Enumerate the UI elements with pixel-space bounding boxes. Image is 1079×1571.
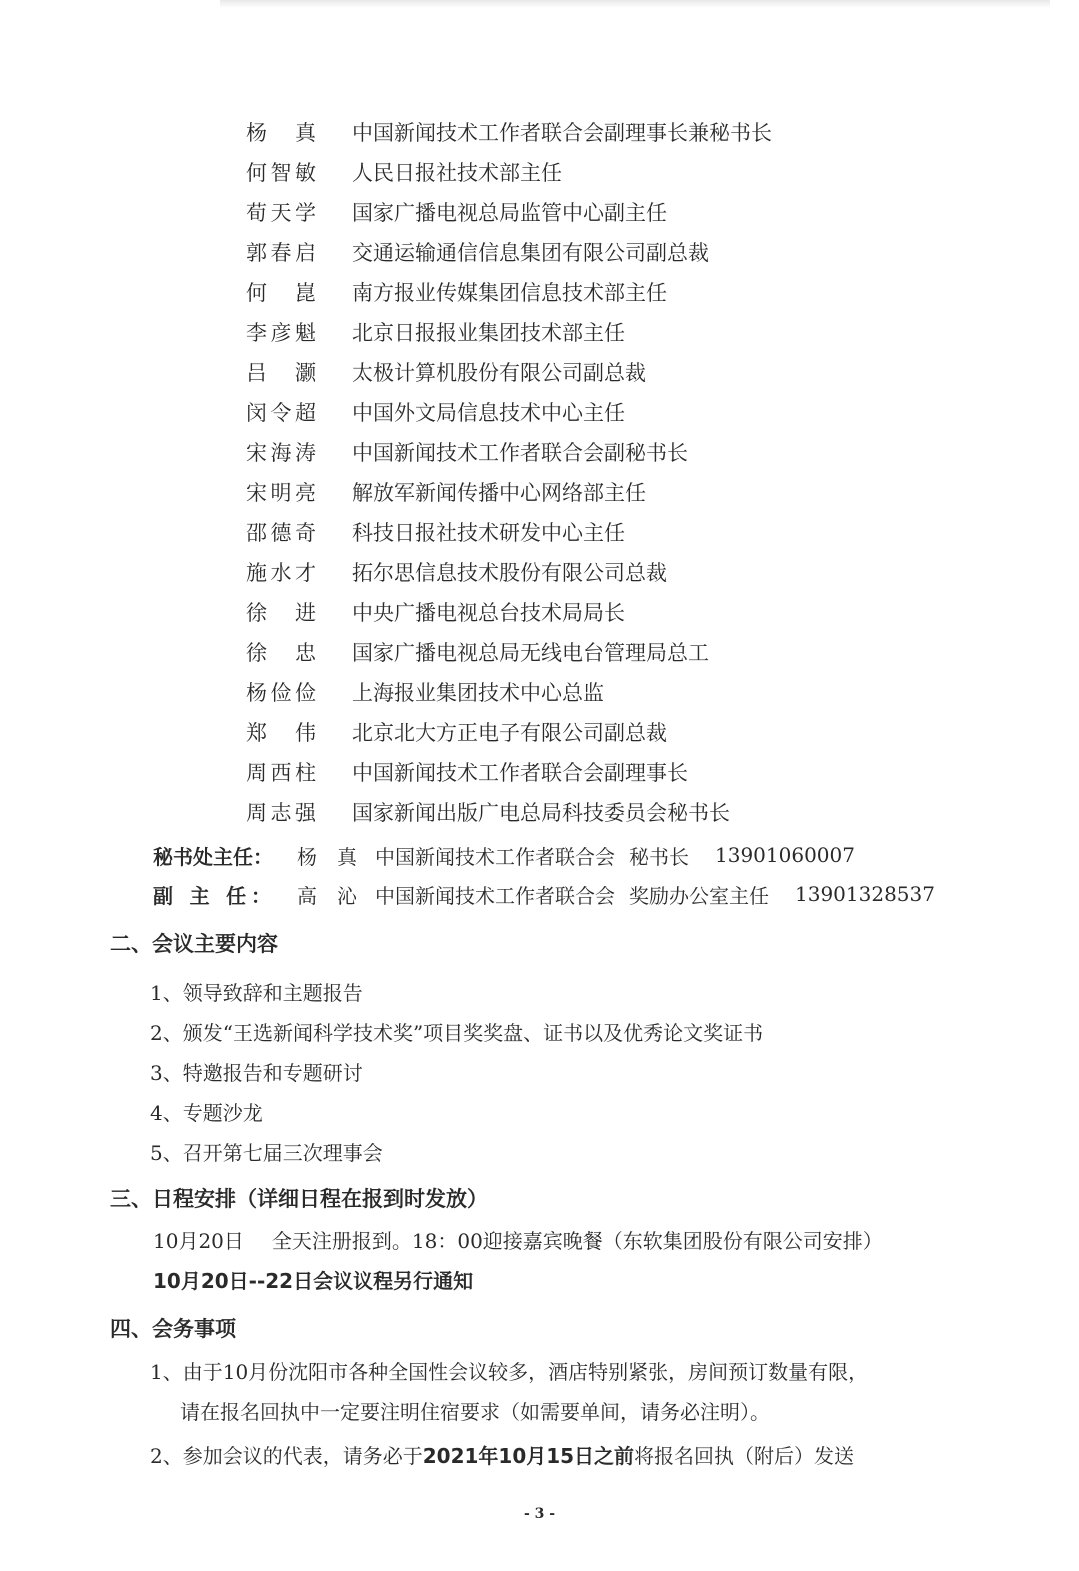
- secretariat-deputy-title: 奖励办公室主任: [629, 883, 769, 908]
- section-4-item-2: [150, 1436, 970, 1476]
- section-4-item-1-line-1: 1、由于10月份沈阳市各种全国性会议较多，酒店特别紧张，房间预订数量有限，: [150, 1360, 869, 1384]
- section-4-item-1: [150, 1352, 970, 1432]
- committee-member-row: [246, 352, 966, 392]
- committee-member-row: [246, 272, 966, 312]
- committee-member-row: [246, 152, 966, 192]
- member-name: 荀天学: [246, 201, 316, 225]
- secretariat-director-name: 杨 真: [297, 844, 357, 869]
- member-organization: 人民日报社技术部主任: [352, 161, 562, 185]
- committee-member-row: [246, 432, 966, 472]
- section-2-item-2: 2、颁发“王选新闻科学技术奖”项目奖奖盘、证书以及优秀论文奖证书: [150, 1021, 764, 1045]
- committee-member-row: [246, 232, 966, 272]
- section-4-item-2-deadline: 2021年10月15日之前: [422, 1444, 635, 1468]
- committee-member-row: [246, 792, 966, 832]
- member-organization: 交通运输通信信息集团有限公司副总裁: [352, 241, 709, 265]
- member-organization: 科技日报社技术研发中心主任: [352, 521, 625, 545]
- schedule-line: [153, 1225, 883, 1254]
- member-organization: 南方报业传媒集团信息技术部主任: [352, 281, 667, 305]
- secretariat-deputy-phone: 13901328537: [795, 882, 935, 906]
- member-organization: 北京北大方正电子有限公司副总裁: [352, 721, 667, 745]
- committee-member-row: [246, 312, 966, 352]
- secretariat-director-phone: 13901060007: [715, 843, 855, 867]
- member-organization: 拓尔思信息技术股份有限公司总裁: [352, 561, 667, 585]
- schedule-date: 10月20日: [153, 1229, 244, 1253]
- secretariat-deputy-name: 高 沁: [297, 883, 357, 908]
- member-name: 郭春启: [246, 241, 316, 265]
- member-organization: 国家广播电视总局监管中心副主任: [352, 201, 667, 225]
- committee-member-row: [246, 632, 966, 672]
- secretariat-deputy-row: [153, 876, 935, 912]
- secretariat-deputy-role: 副 主 任：: [153, 883, 271, 908]
- committee-member-row: [246, 112, 966, 152]
- member-name: 施水才: [246, 561, 316, 585]
- member-name: 周西柱: [246, 761, 316, 785]
- section-3-heading: 三、日程安排（详细日程在报到时发放）: [110, 1187, 488, 1211]
- member-name: 何 崑: [246, 281, 316, 305]
- committee-member-row: [246, 472, 966, 512]
- member-organization: 中国外文局信息技术中心主任: [352, 401, 625, 425]
- section-2-item-3: 3、特邀报告和专题研讨: [150, 1061, 363, 1085]
- member-name: 徐 进: [246, 601, 316, 625]
- member-name: 宋明亮: [246, 481, 316, 505]
- committee-member-row: [246, 752, 966, 792]
- committee-member-row: [246, 552, 966, 592]
- member-organization: 上海报业集团技术中心总监: [352, 681, 604, 705]
- section-2-heading: 二、会议主要内容: [110, 932, 278, 956]
- section-2-item-4: 4、专题沙龙: [150, 1101, 263, 1125]
- member-organization: 中国新闻技术工作者联合会副秘书长: [352, 441, 688, 465]
- section-2-item-5: 5、召开第七届三次理事会: [150, 1141, 383, 1165]
- scan-edge-shadow: [220, 0, 1050, 8]
- schedule-text: 全天注册报到。18：00迎接嘉宾晚餐（东软集团股份有限公司安排）: [271, 1229, 883, 1253]
- member-name: 李彦魁: [246, 321, 316, 345]
- member-organization: 国家广播电视总局无线电台管理局总工: [352, 641, 709, 665]
- member-name: 吕 灏: [246, 361, 316, 385]
- secretariat-deputy-org: 中国新闻技术工作者联合会: [375, 883, 615, 908]
- section-2-item-1: 1、领导致辞和主题报告: [150, 981, 363, 1005]
- member-organization: 太极计算机股份有限公司副总裁: [352, 361, 646, 385]
- member-name: 闵令超: [246, 401, 316, 425]
- member-organization: 中国新闻技术工作者联合会副理事长: [352, 761, 688, 785]
- member-name: 宋海涛: [246, 441, 316, 465]
- secretariat-director-org: 中国新闻技术工作者联合会: [375, 844, 615, 869]
- committee-member-row: [246, 592, 966, 632]
- secretariat-director-role: 秘书处主任：: [153, 844, 273, 869]
- member-name: 杨俭俭: [246, 681, 316, 705]
- section-4-item-1-line-2: 请在报名回执中一定要注明住宿要求（如需要单间，请务必注明）。: [180, 1400, 770, 1424]
- secretariat-director-title: 秘书长: [629, 844, 689, 869]
- agenda-notice: 10月20日--22日会议议程另行通知: [153, 1269, 474, 1293]
- section-4-item-2-prefix: 2、参加会议的代表，请务必于: [150, 1444, 423, 1468]
- member-name: 徐 忠: [246, 641, 316, 665]
- committee-member-row: [246, 712, 966, 752]
- page-number: - 3 -: [523, 1506, 556, 1522]
- secretariat-director-row: [153, 837, 855, 873]
- committee-member-row: [246, 672, 966, 712]
- member-organization: 中国新闻技术工作者联合会副理事长兼秘书长: [352, 121, 772, 145]
- member-name: 郑 伟: [246, 721, 316, 745]
- section-4-heading: 四、会务事项: [110, 1317, 236, 1341]
- member-name: 周志强: [246, 801, 316, 825]
- member-organization: 北京日报报业集团技术部主任: [352, 321, 625, 345]
- section-4-item-2-suffix: 将报名回执（附后）发送: [634, 1444, 855, 1468]
- member-name: 何智敏: [246, 161, 316, 185]
- member-name: 邵德奇: [246, 521, 316, 545]
- committee-member-list: [246, 112, 966, 832]
- member-organization: 中央广播电视总台技术局局长: [352, 601, 625, 625]
- committee-member-row: [246, 192, 966, 232]
- committee-member-row: [246, 512, 966, 552]
- member-organization: 解放军新闻传播中心网络部主任: [352, 481, 646, 505]
- committee-member-row: [246, 392, 966, 432]
- member-organization: 国家新闻出版广电总局科技委员会秘书长: [352, 801, 730, 825]
- member-name: 杨 真: [246, 121, 316, 145]
